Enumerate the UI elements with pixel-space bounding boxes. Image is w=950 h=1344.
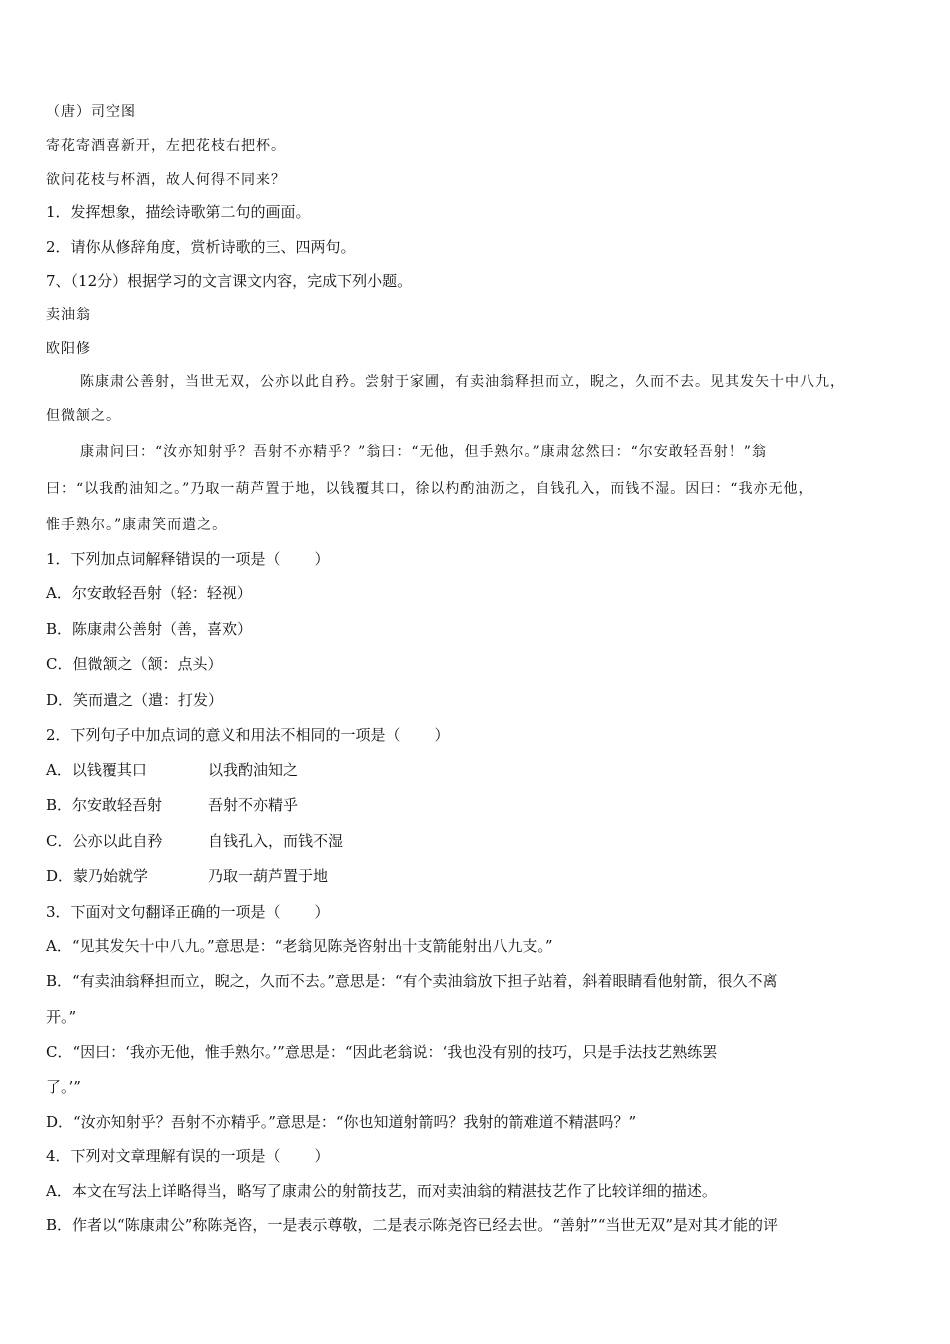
option-sentence-2: 自钱孔入，而钱不湿 — [208, 832, 344, 850]
question-4-stem — [46, 1146, 330, 1166]
option-sentence-1: A．以钱覆其口 — [46, 761, 147, 779]
option-sentence-1: D．蒙乃始就学 — [46, 867, 149, 885]
question-1-option-c: C．但微颔之（颔：点头） — [46, 655, 223, 673]
question-3-stem — [46, 902, 330, 922]
poem-author-line: （唐）司空图 — [46, 104, 136, 120]
question-2-stem — [46, 725, 450, 745]
question-1-text: 1．下列加点词解释错误的一项是（ — [46, 550, 281, 568]
question-2-text: 2．下列句子中加点词的意义和用法不相同的一项是（ — [46, 726, 401, 744]
poem-line-1: 寄花寄酒喜新开，左把花枝右把杯。 — [46, 138, 286, 154]
question-2-option-d — [46, 866, 328, 886]
poem-question-2: 2．请你从修辞角度，赏析诗歌的三、四两句。 — [46, 238, 356, 256]
passage-para-1-line-1: 陈康肃公善射，当世无双，公亦以此自矜。尝射于家圃，有卖油翁释担而立，睨之，久而不去。见其发矢十中八九， — [80, 374, 845, 390]
question-3-option-b-line-1: B．“有卖油翁释担而立，睨之，久而不去。”意思是：“有个卖油翁放下担子站着，斜着眼睛看他射箭，很久不离 — [46, 972, 778, 990]
question-3-option-b-line-2: 开。” — [46, 1008, 77, 1026]
passage-para-2-line-1: 康肃问曰：“汝亦知射乎？吾射不亦精乎？”翁曰：“无他，但手熟尔。”康肃忿然曰：“尔安敢轻吾射！”翁 — [80, 444, 767, 460]
question-2-option-b — [46, 795, 298, 815]
option-sentence-2: 以我酌油知之 — [208, 761, 299, 779]
passage-para-2-line-2: 曰：“以我酌油知之。”乃取一葫芦置于地，以钱覆其口，徐以杓酌油沥之，自钱孔入，而钱不湿。因曰：“我亦无他， — [46, 481, 814, 497]
question-1-close: ） — [314, 550, 330, 568]
question-2-close: ） — [434, 726, 450, 744]
question-4-option-b: B．作者以“陈康肃公”称陈尧咨，一是表示尊敬，二是表示陈尧咨已经去世。“善射”“当世无双”是对其才能的评 — [46, 1216, 779, 1234]
section-7-header: 7、（12分）根据学习的文言课文内容，完成下列小题。 — [46, 272, 413, 290]
question-1-option-a: A．尔安敢轻吾射（轻：轻视） — [46, 584, 252, 602]
question-1-option-b: B．陈康肃公善射（善，喜欢） — [46, 620, 253, 638]
question-4-close: ） — [314, 1147, 330, 1165]
option-sentence-2: 乃取一葫芦置于地 — [208, 867, 329, 885]
question-3-option-a: A．“见其发矢十中八九。”意思是：“老翁见陈尧咨射出十支箭能射出八九支。” — [46, 937, 553, 955]
passage-author: 欧阳修 — [46, 341, 91, 357]
question-3-option-d: D．“汝亦知射乎？吾射不亦精乎。”意思是：“你也知道射箭吗？我射的箭难道不精湛吗？” — [46, 1113, 637, 1131]
question-1-option-d: D．笑而遣之（遣：打发） — [46, 691, 224, 709]
passage-para-1-line-2: 但微颔之。 — [46, 408, 121, 424]
question-3-option-c-line-1: C．“因曰：‘我亦无他，惟手熟尔。’”意思是：“因此老翁说：‘我也没有别的技巧，只是手法技艺熟练罢 — [46, 1043, 718, 1061]
passage-para-2-line-3: 惟手熟尔。”康肃笑而遣之。 — [46, 517, 228, 533]
option-sentence-2: 吾射不亦精乎 — [208, 796, 299, 814]
question-2-option-c — [46, 831, 343, 851]
poem-line-2: 欲问花枝与杯酒，故人何得不同来？ — [46, 172, 286, 188]
question-1-stem — [46, 549, 330, 569]
question-2-option-a — [46, 760, 298, 780]
question-3-text: 3．下面对文句翻译正确的一项是（ — [46, 903, 281, 921]
question-3-close: ） — [314, 903, 330, 921]
poem-question-1: 1．发挥想象，描绘诗歌第二句的画面。 — [46, 203, 311, 221]
question-4-text: 4．下列对文章理解有误的一项是（ — [46, 1147, 281, 1165]
option-sentence-1: C．公亦以此自矜 — [46, 832, 163, 850]
question-4-option-a: A．本文在写法上详略得当，略写了康肃公的射箭技艺，而对卖油翁的精湛技艺作了比较详细的描述。 — [46, 1182, 717, 1200]
option-sentence-1: B．尔安敢轻吾射 — [46, 796, 163, 814]
question-3-option-c-line-2: 了。’” — [46, 1078, 81, 1096]
passage-title: 卖油翁 — [46, 307, 91, 323]
